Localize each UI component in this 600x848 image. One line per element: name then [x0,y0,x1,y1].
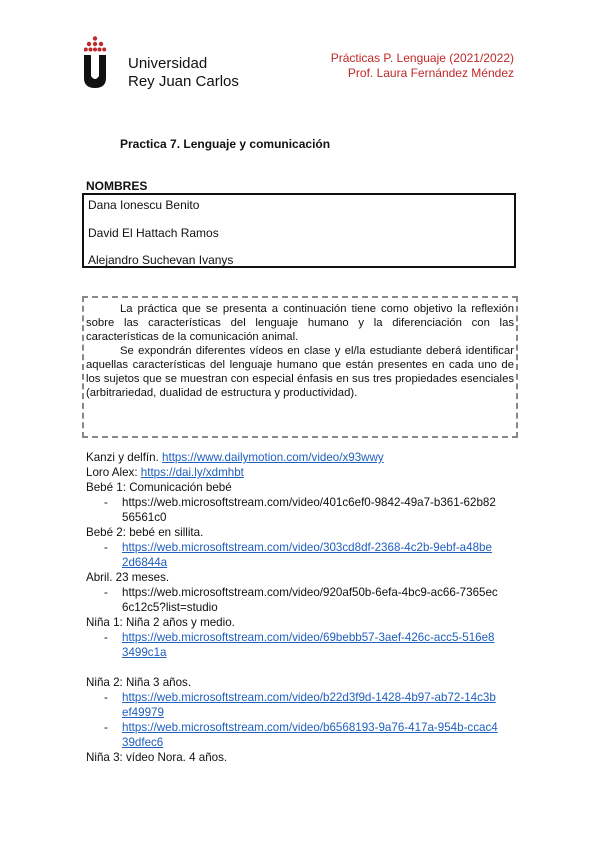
practice-title: Practica 7. Lenguaje y comunicación [120,137,331,151]
university-name [128,55,239,91]
nina1-link-line1[interactable]: https://web.microsoftstream.com/video/69bebb57-3aef-426c-acc5-516e8 [122,631,495,644]
nina2-url-item-a [86,690,526,720]
description-paragraph-2: Se expondrán diferentes vídeos en clase y el/la estudiante deberá identificar aquellas características del lenguaje humano que están presentes en cada uno de los sujetos que se muestran con especial énfasis en sus tres propiedades esenciales (arbitrariedad, dualidad de estructura y productividad). [86,345,514,399]
bullet-dash: - [104,631,108,644]
course-header [331,51,514,81]
nina2-link-b-line2[interactable]: 39dfec6 [122,736,164,749]
list-item-loro [86,465,526,480]
abril-url-line1: https://web.microsoftstream.com/video/920af50b-6efa-4bc9-ac66-7365ec [122,586,498,599]
u-letter-icon [84,55,106,88]
nina1-label: Niña 1: Niña 2 años y medio. [86,616,235,629]
nina2-link-a-line1[interactable]: https://web.microsoftstream.com/video/b22d3f9d-1428-4b97-ab72-14c3b [122,691,496,704]
nina1-url-item [86,630,526,660]
bebe2-label: Bebé 2: bebé en sillita. [86,526,204,539]
bebe2-url-item [86,540,526,570]
bebe1-url-line2: 56561c0 [122,511,167,524]
bullet-dash: - [104,541,108,554]
bullet-dash: - [104,586,108,599]
bullet-dash: - [104,691,108,704]
bebe1-url-line1: https://web.microsoftstream.com/video/401c6ef0-9842-49a7-b361-62b82 [122,496,496,509]
loro-link[interactable]: https://dai.ly/xdmhbt [140,466,244,479]
bullet-dash: - [104,721,108,734]
university-line2: Rey Juan Carlos [128,73,239,90]
nombres-label: NOMBRES [86,179,148,193]
bullet-dash: - [104,496,108,509]
kanzi-link[interactable]: https://www.dailymotion.com/video/x93wwy [162,451,384,464]
bebe2-link-line2[interactable]: 2d6844a [122,556,168,569]
loro-label: Loro Alex: [86,466,141,479]
bebe2-link-line1[interactable]: https://web.microsoftstream.com/video/303cd8df-2368-4c2b-9ebf-a48be [122,541,492,554]
spacer [86,660,526,675]
course-title: Prácticas P. Lenguaje (2021/2022) [330,51,514,65]
bebe1-label: Bebé 1: Comunicación bebé [86,481,232,494]
bebe1-url-item [86,495,526,525]
professor-name: Prof. Laura Fernández Méndez [347,66,514,80]
student-name-2: David El Hattach Ramos [88,226,219,240]
abril-url-line2: 6c12c5?list=studio [122,601,218,614]
university-line1: Universidad [128,55,208,72]
nina2-url-item-b [86,720,526,750]
nina2-link-a-line2[interactable]: ef49979 [122,706,164,719]
kanzi-label: Kanzi y delfín. [86,451,163,464]
abril-label: Abril. 23 meses. [86,571,170,584]
nina2-link-b-line1[interactable]: https://web.microsoftstream.com/video/b6568193-9a76-417a-954b-ccac4 [122,721,498,734]
student-name-1: Dana Ionescu Benito [88,198,200,212]
description-paragraph-1: La práctica que se presenta a continuación tiene como objetivo la reflexión sobre las características del lenguaje humano y la diferenciación con las características de la comunicación animal. [86,303,514,343]
student-name-3: Alejandro Suchevan Ivanys [88,253,234,267]
nina2-label: Niña 2: Niña 3 años. [86,676,192,689]
nombres-box [82,193,516,268]
crown-icon [84,36,106,51]
video-list [86,450,526,765]
nina1-link-line2[interactable]: 3499c1a [122,646,167,659]
nina3-label: Niña 3: vídeo Nora. 4 años. [86,751,228,764]
list-item-kanzi [86,450,526,465]
description-box [82,296,518,438]
abril-url-item [86,585,526,615]
